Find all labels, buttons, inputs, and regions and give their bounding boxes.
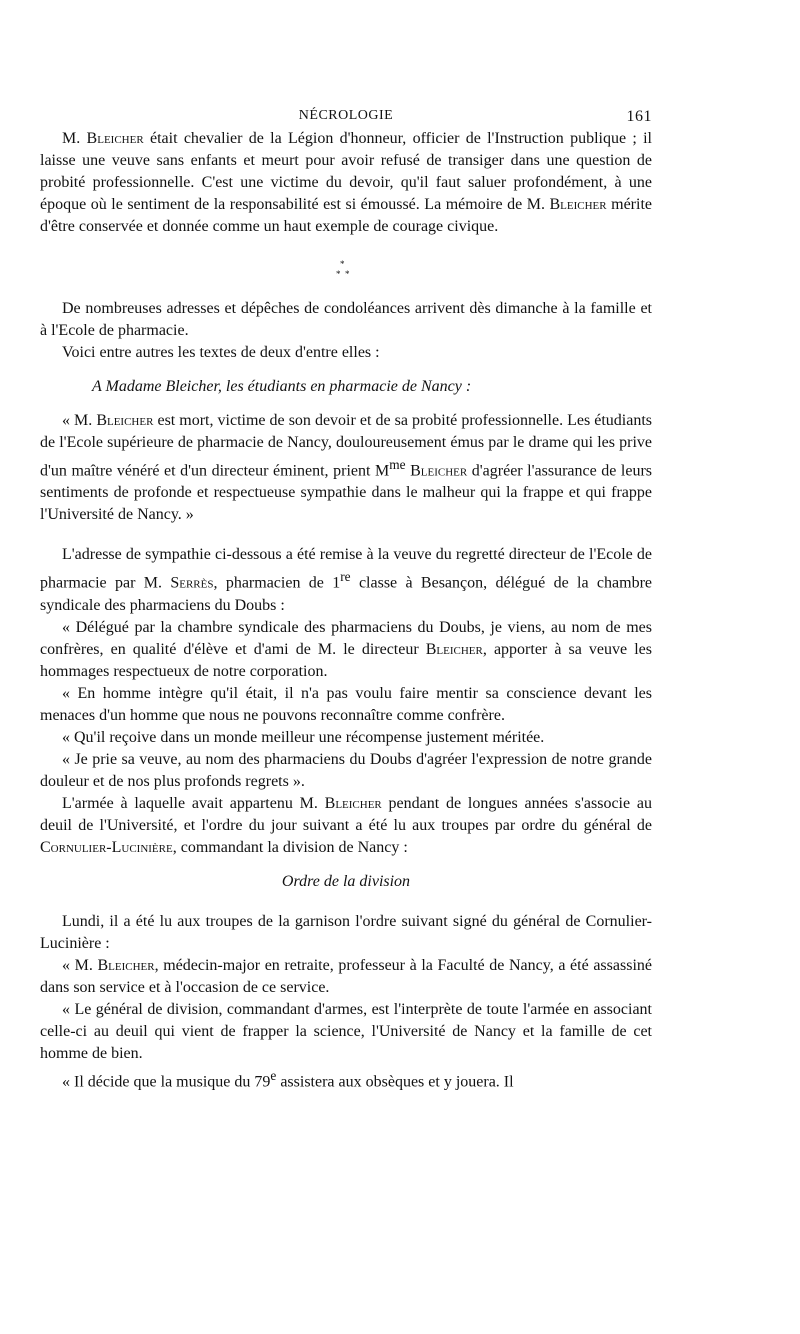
text-run: pendant de longues années s'associe au deuil de l'Université, et l'ordre du jour suivant a été lu aux troupes par ordre du général de [40,794,653,834]
paragraph-homme-integre: « En homme intègre qu'il était, il n'a pas voulu faire mentir sa conscience devant les menaces d'un homme que nous ne pouvons reconnaître comme confrère. [40,684,652,724]
superscript: e [270,1067,277,1083]
section-title: NÉCROLOGIE [298,108,394,123]
text-run: , pharmacien de 1 [213,574,341,592]
paragraph-etudiants-adresse [40,410,652,526]
address-heading-etudiants: A Madame Bleicher, les étudiants en pharmacie de Nancy : [92,378,472,395]
text-run: d'agréer l'assurance de leurs sentiments de profonde et respectueuse sympathie dans le malheur qui la frappe et qui frappe l'Université de Nancy. » [40,462,653,524]
text-run: était chevalier de la Légion d'honneur, officier de l'Instruction publique ; il laisse une veuve sans enfants et meurt pour avoir refusé de transiger dans une question de probité professionnelle. C'est une victime du devoir, qu'il faut saluer profondément, à une époque où le sentiment de la responsabilité est si émoussé. La mémoire de M. [40,130,653,213]
person-name: Bleicher [410,462,468,480]
paragraph-textes: Voici entre autres les textes de deux d'entre elles : [62,344,380,361]
heading-ordre-division: Ordre de la division [281,872,411,890]
superscript: re [340,569,351,585]
paragraph-general: « Le général de division, commandant d'armes, est l'interprète de toute l'armée en associant celle-ci au deuil qui vient de frapper la science, l'Université de Nancy et la famille de cet homme de bien. [40,1000,652,1062]
page-number: 161 [626,108,652,125]
text-run: « M. [62,412,97,429]
paragraph-medecin-major [40,955,652,999]
person-name: Bleicher [425,640,483,658]
paragraph-adresse-sympathie [40,544,652,616]
person-name: Bleicher [549,196,607,213]
asterism-star: * [345,269,350,279]
section-separator-asterism [40,238,652,298]
text-run: M. [62,130,87,147]
document-page [40,100,652,1093]
running-header [40,100,652,128]
text-run: , médecin-major en retraite, professeur à la Faculté de Nancy, a été assassiné dans son service et à l'occasion de ce service. [40,956,652,996]
person-name: Bleicher [86,130,144,147]
superscript: me [389,457,406,472]
asterism-star: * [336,269,341,279]
paragraph-armee [40,793,652,859]
text-run: « Délégué par la chambre syndicale des pharmaciens du Doubs, je viens, au nom de mes confrères, en qualité d'élève et d'ami de M. le directeur [40,618,652,658]
paragraph-musique [40,1065,652,1093]
paragraph-delegue [40,617,652,683]
paragraph-legion-honneur [40,128,652,238]
asterism-star: * [340,259,345,269]
paragraph-veuve: « Je prie sa veuve, au nom des pharmaciens du Doubs d'agréer l'expression de notre grande douleur et de nos plus profonds regrets ». [40,750,652,790]
text-run: L'adresse de sympathie ci-dessous a été remise à la veuve du regretté directeur de l'Ecole de pharmacie par M. [40,546,652,592]
text-run: « M. [62,956,98,974]
person-name: Bleicher [324,794,382,812]
text-run: mérite d'être conservée et donnée comme un haut exemple de courage civique. [40,196,653,235]
person-name: Cornulier-Lucinière [40,838,173,856]
paragraph-lundi: Lundi, il a été lu aux troupes de la garnison l'ordre suivant signé du général de Cornulier-Lucinière : [40,912,652,952]
person-name: Bleicher [97,956,155,974]
paragraph-recompense: « Qu'il reçoive dans un monde meilleur une récompense justement méritée. [62,728,545,746]
paragraph-condoleances: De nombreuses adresses et dépêches de condoléances arrivent dès dimanche à la famille et à l'Ecole de pharmacie. [40,300,652,339]
text-run: est mort, victime de son devoir et de sa probité professionnelle. Les étudiants de l'Ecole supérieure de pharmacie de Nancy, douloureusement émus par le drame qui les prive d'un maître vénéré et d'un directeur éminent, prient M [40,412,653,480]
text-run: L'armée à laquelle avait appartenu M. [62,794,325,812]
text-run: assistera aux obsèques et y jouera. Il [276,1072,514,1090]
person-name: Bleicher [96,412,154,429]
text-run: classe à Besançon, délégué de la chambre syndicale des pharmaciens du Doubs : [40,574,653,614]
text-run: , apporter à sa veuve les hommages respectueux de notre corporation. [40,640,652,680]
person-name: Serrès [170,574,214,592]
text-run: , commandant la division de Nancy : [172,838,408,856]
text-run: « Il décide que la musique du 79 [62,1072,271,1090]
